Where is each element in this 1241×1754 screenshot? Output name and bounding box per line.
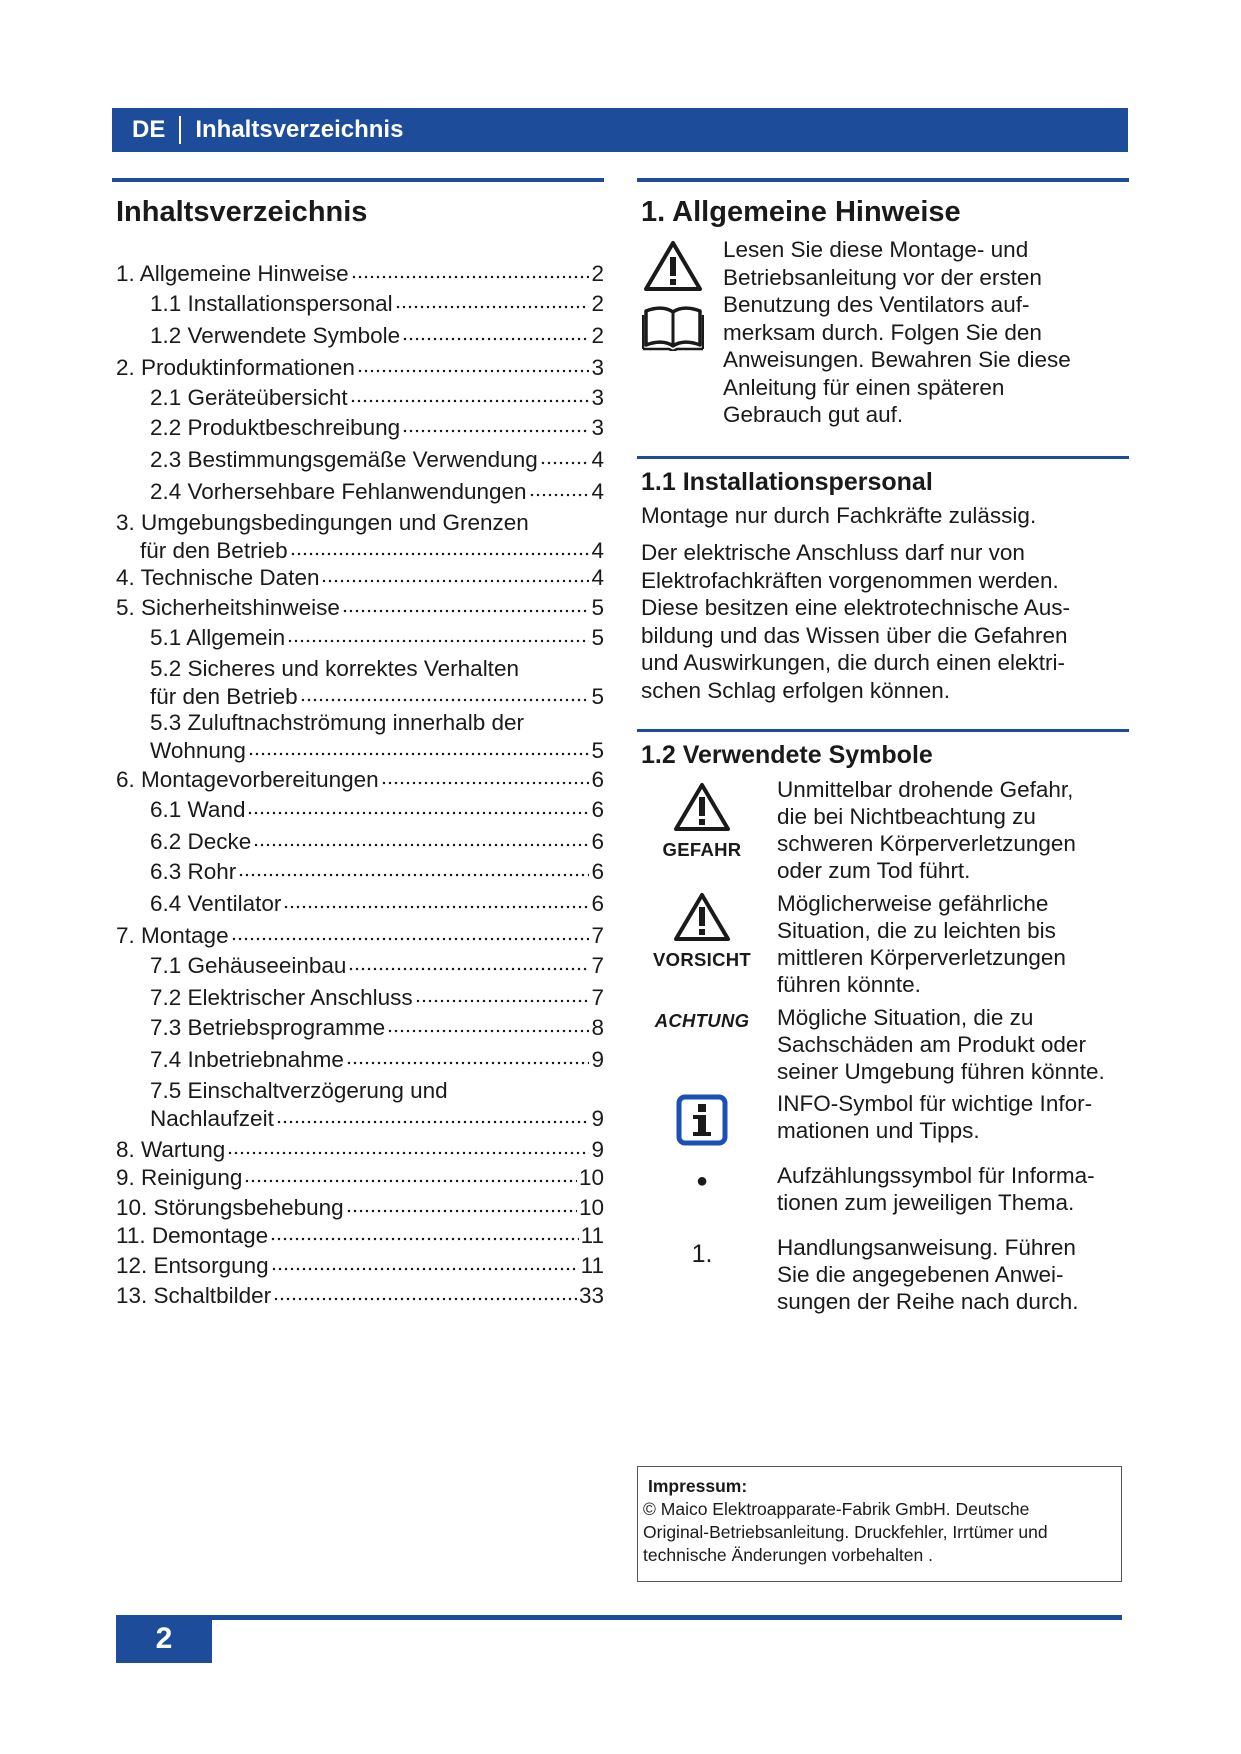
toc-entry[interactable] bbox=[112, 623, 604, 651]
toc-entry[interactable] bbox=[112, 889, 604, 917]
toc-entry-page: 6 bbox=[591, 829, 604, 854]
symbol-description-line: die bei Nichtbeachtung zu bbox=[777, 804, 1036, 829]
toc-entry-line bbox=[116, 1193, 604, 1221]
toc-entry-page: 9 bbox=[591, 1106, 604, 1131]
toc-entry[interactable] bbox=[112, 1045, 604, 1073]
section1-title: 1. Allgemeine Hinweise bbox=[641, 196, 961, 228]
toc-entry-title: Nachlaufzeit bbox=[150, 1106, 274, 1131]
book-icon bbox=[642, 303, 704, 351]
toc-dot-leader bbox=[415, 983, 590, 1005]
toc-entry[interactable] bbox=[112, 857, 604, 885]
symbol-description-line: oder zum Tod führt. bbox=[777, 858, 971, 883]
toc-dot-leader bbox=[271, 1251, 579, 1273]
symbol-description-line: seiner Umgebung führen könnte. bbox=[777, 1059, 1105, 1084]
toc-entry-page: 6 bbox=[591, 767, 604, 792]
toc-entry-title: 1. Allgemeine Hinweise bbox=[116, 261, 349, 286]
toc-entry-title: 12. Entsorgung bbox=[116, 1253, 269, 1278]
toc-dot-leader bbox=[287, 623, 589, 645]
toc-entry-line bbox=[150, 889, 604, 917]
toc-entry[interactable] bbox=[112, 765, 604, 793]
impressum-line: technische Änderungen vorbehalten . bbox=[643, 1545, 933, 1565]
toc-entry-line bbox=[150, 1045, 604, 1073]
toc-entry-line bbox=[150, 413, 604, 441]
toc-entry-line bbox=[116, 1251, 604, 1279]
impressum-text bbox=[643, 1498, 1111, 1567]
bullet-symbol: ● bbox=[695, 1170, 709, 1192]
toc-entry-title: 1.1 Installationspersonal bbox=[150, 291, 393, 316]
toc-entry-page: 5 bbox=[591, 684, 604, 709]
toc-entry-page: 10 bbox=[578, 1195, 604, 1220]
toc-entry-title: 9. Reinigung bbox=[116, 1165, 243, 1190]
paragraph-line: bildung und das Wissen über die Gefahren bbox=[641, 622, 1068, 648]
toc-entry-page: 3 bbox=[591, 385, 604, 410]
toc-entry-line bbox=[116, 259, 604, 287]
toc-entry[interactable] bbox=[112, 413, 604, 441]
symbol-description-line: Möglicherweise gefährliche bbox=[777, 891, 1049, 916]
toc-entry[interactable] bbox=[112, 1013, 604, 1041]
symbol-description-line: Unmittelbar drohende Gefahr, bbox=[777, 777, 1074, 802]
symbol-description-line: INFO-Symbol für wichtige Infor- bbox=[777, 1091, 1093, 1116]
toc-dot-leader bbox=[357, 353, 590, 375]
toc-dot-leader bbox=[348, 951, 589, 973]
toc-entry[interactable] bbox=[112, 795, 604, 823]
toc-entry[interactable] bbox=[112, 321, 604, 349]
toc-dot-leader bbox=[350, 383, 590, 405]
toc-entry-line bbox=[150, 682, 604, 710]
intro-line: merksam durch. Folgen Sie den bbox=[723, 319, 1042, 345]
toc-dot-leader bbox=[346, 1045, 590, 1067]
language-code: DE bbox=[132, 116, 166, 143]
symbol-label-vorsicht: VORSICHT bbox=[653, 949, 751, 970]
toc-entry-line bbox=[150, 736, 604, 764]
toc-entry[interactable] bbox=[112, 509, 604, 564]
toc-entry-page: 5 bbox=[591, 625, 604, 650]
toc-entry-title: 5. Sicherheitshinweise bbox=[116, 595, 340, 620]
toc-entry-page: 4 bbox=[591, 447, 604, 472]
paragraph-line: Diese besitzen eine elektrotechnische Aus- bbox=[641, 595, 1070, 620]
toc-entry[interactable] bbox=[112, 709, 604, 764]
toc-entry-title: 2.4 Vorhersehbare Fehlanwendungen bbox=[150, 479, 527, 504]
toc-entry-page: 4 bbox=[591, 538, 604, 563]
toc-dot-leader bbox=[273, 1281, 577, 1303]
toc-entry-page: 9 bbox=[591, 1137, 604, 1162]
toc-entry-line bbox=[150, 289, 604, 317]
toc-dot-leader bbox=[244, 1163, 577, 1185]
toc-entry-title: 2.1 Geräteübersicht bbox=[150, 385, 348, 410]
toc-entry[interactable] bbox=[112, 1135, 604, 1163]
toc-entry-title: 6.4 Ventilator bbox=[150, 891, 282, 916]
toc-entry-line bbox=[116, 593, 604, 621]
toc-dot-leader bbox=[351, 259, 590, 281]
toc-entry-line bbox=[150, 445, 604, 473]
toc-dot-leader bbox=[529, 477, 590, 499]
paragraph-line: schen Schlag erfolgen können. bbox=[641, 677, 950, 703]
toc-entry[interactable] bbox=[112, 1193, 604, 1221]
toc-entry-line bbox=[150, 857, 604, 885]
impressum-box bbox=[637, 1466, 1122, 1582]
toc-entry-page: 7 bbox=[591, 923, 604, 948]
intro-line: Anweisungen. Bewahren Sie diese bbox=[723, 347, 1071, 372]
toc-entry-line bbox=[150, 1013, 604, 1041]
step-number-symbol: 1. bbox=[691, 1240, 713, 1268]
symbol-description-line: sungen der Reihe nach durch. bbox=[777, 1289, 1079, 1314]
toc-entry[interactable] bbox=[112, 1077, 604, 1132]
symbol-label-gefahr: GEFAHR bbox=[662, 839, 742, 860]
toc-entry[interactable] bbox=[112, 655, 604, 710]
impressum-title: Impressum: bbox=[648, 1476, 748, 1496]
toc-entry-line bbox=[150, 983, 604, 1011]
section1-intro bbox=[723, 236, 1129, 429]
toc-entry-page: 3 bbox=[591, 355, 604, 380]
toc-entry-page: 8 bbox=[591, 1015, 604, 1040]
symbol-description-line: schweren Körperverletzungen bbox=[777, 831, 1076, 856]
toc-entry-line bbox=[116, 1163, 604, 1191]
toc-entry-line bbox=[116, 1221, 604, 1249]
toc-dot-leader bbox=[402, 413, 589, 435]
toc-entry-line bbox=[150, 321, 604, 349]
toc-entry-page: 5 bbox=[591, 738, 604, 763]
toc-entry-line bbox=[116, 353, 604, 381]
toc-dot-leader bbox=[248, 736, 590, 758]
toc-dot-leader bbox=[402, 321, 589, 343]
toc-entry-title: 1.2 Verwendete Symbole bbox=[150, 323, 401, 348]
toc-entry-title: 6. Montagevorbereitungen bbox=[116, 767, 379, 792]
toc-entry-page: 33 bbox=[578, 1283, 604, 1308]
toc-entry-page: 4 bbox=[591, 565, 604, 590]
intro-line: Benutzung des Ventilators auf- bbox=[723, 292, 1030, 317]
toc-entry[interactable] bbox=[112, 827, 604, 855]
symbol-description-line: Sachschäden am Produkt oder bbox=[777, 1032, 1086, 1057]
symbol-description-line: Sie die angegebenen Anwei- bbox=[777, 1262, 1064, 1287]
toc-entry-page: 6 bbox=[591, 891, 604, 916]
symbol-description-line: Mögliche Situation, die zu bbox=[777, 1005, 1034, 1030]
toc-entry-page: 5 bbox=[591, 595, 604, 620]
toc-entry-title: 13. Schaltbilder bbox=[116, 1283, 272, 1308]
toc-dot-leader bbox=[276, 1104, 590, 1126]
symbol-description-line: tionen zum jeweiligen Thema. bbox=[777, 1190, 1075, 1215]
toc-entry-page: 11 bbox=[580, 1253, 604, 1278]
toc-entry-page: 10 bbox=[578, 1165, 604, 1190]
toc-dot-leader bbox=[346, 1193, 577, 1215]
symbol-text-achtung bbox=[777, 1004, 1129, 1085]
toc-entry-page: 7 bbox=[591, 953, 604, 978]
section1-1-para2 bbox=[641, 539, 1129, 704]
paragraph-line: Der elektrische Anschluss darf nur von bbox=[641, 540, 1025, 565]
toc-entry[interactable] bbox=[112, 1163, 604, 1191]
toc-entry[interactable] bbox=[112, 353, 604, 381]
symbol-description-line: Handlungsanweisung. Führen bbox=[777, 1235, 1076, 1260]
toc-entry[interactable] bbox=[112, 1251, 604, 1279]
toc-dot-leader bbox=[231, 921, 590, 943]
toc-entry-line bbox=[150, 477, 604, 505]
toc-entry[interactable] bbox=[112, 1281, 604, 1309]
toc-entry-line bbox=[150, 1104, 604, 1132]
toc-entry-title: 10. Störungsbehebung bbox=[116, 1195, 344, 1220]
section1-1-para1: Montage nur durch Fachkräfte zulässig. bbox=[641, 503, 1037, 528]
toc-entry-title: 7.1 Gehäuseeinbau bbox=[150, 953, 347, 978]
intro-line: Lesen Sie diese Montage- und bbox=[723, 237, 1029, 262]
warning-icon bbox=[643, 240, 703, 292]
toc-dot-leader bbox=[270, 1221, 578, 1243]
toc-dot-leader bbox=[342, 593, 590, 615]
toc-entry-title: 7.3 Betriebsprogramme bbox=[150, 1015, 386, 1040]
toc-entry[interactable] bbox=[112, 563, 604, 591]
info-icon bbox=[676, 1094, 728, 1146]
toc-entry[interactable] bbox=[112, 1221, 604, 1249]
toc-entry[interactable] bbox=[112, 289, 604, 317]
toc-list bbox=[112, 229, 604, 1309]
toc-dot-leader bbox=[247, 795, 589, 817]
symbol-description-line: führen könnte. bbox=[777, 972, 921, 997]
toc-dot-leader bbox=[395, 289, 590, 311]
paragraph-line: Elektrofachkräften vorgenommen werden. bbox=[641, 567, 1059, 593]
paragraph-line: und Auswirkungen, die durch einen elektri- bbox=[641, 650, 1066, 675]
symbol-text-bullet bbox=[777, 1162, 1129, 1216]
toc-dot-leader bbox=[540, 445, 590, 467]
toc-entry[interactable] bbox=[112, 445, 604, 473]
toc-entry-title: 6.3 Rohr bbox=[150, 859, 237, 884]
toc-entry-line bbox=[150, 827, 604, 855]
toc-entry[interactable] bbox=[112, 259, 604, 287]
symbol-text-gefahr bbox=[777, 776, 1129, 884]
toc-entry-line bbox=[116, 563, 604, 591]
toc-entry[interactable] bbox=[112, 921, 604, 949]
toc-entry-title: 7. Montage bbox=[116, 923, 229, 948]
intro-line: Gebrauch gut auf. bbox=[723, 402, 904, 427]
toc-entry[interactable] bbox=[112, 383, 604, 411]
toc-entry[interactable] bbox=[112, 951, 604, 979]
toc-entry-title: 6.1 Wand bbox=[150, 797, 246, 822]
section1-1-title: 1.1 Installationspersonal bbox=[641, 468, 933, 496]
symbol-description-line: mationen und Tipps. bbox=[777, 1118, 980, 1143]
symbol-label-achtung: ACHTUNG bbox=[654, 1010, 750, 1031]
intro-line: Anleitung für einen späteren bbox=[723, 374, 1005, 400]
toc-entry-title: 8. Wartung bbox=[116, 1137, 226, 1162]
toc-entry-line bbox=[116, 1281, 604, 1309]
toc-dot-leader bbox=[253, 827, 589, 849]
toc-entry-title: 7.2 Elektrischer Anschluss bbox=[150, 985, 413, 1010]
header-title: Inhaltsverzeichnis bbox=[195, 116, 404, 143]
toc-dot-leader bbox=[227, 1135, 589, 1157]
symbol-text-vorsicht bbox=[777, 890, 1129, 998]
toc-entry-title-line: 3. Umgebungsbedingungen und Grenzen bbox=[116, 510, 529, 535]
section1-2-title: 1.2 Verwendete Symbole bbox=[641, 741, 933, 769]
danger-warning-icon bbox=[673, 782, 731, 832]
toc-entry-page: 11 bbox=[580, 1223, 604, 1248]
toc-entry-title-line: 5.3 Zuluftnachströmung innerhalb der bbox=[150, 710, 524, 735]
toc-entry-line bbox=[150, 795, 604, 823]
impressum-line: © Maico Elektroapparate-Fabrik GmbH. Deutsche bbox=[643, 1499, 1030, 1519]
toc-top-rule bbox=[112, 178, 604, 182]
symbol-description-line: Aufzählungssymbol für Informa- bbox=[777, 1163, 1095, 1188]
footer-rule bbox=[116, 1615, 1122, 1620]
toc-title: Inhaltsverzeichnis bbox=[116, 196, 368, 228]
toc-entry[interactable] bbox=[112, 983, 604, 1011]
toc-entry-title: 5.1 Allgemein bbox=[150, 625, 286, 650]
section1-2-rule bbox=[637, 729, 1129, 732]
toc-entry-line bbox=[116, 921, 604, 949]
toc-entry-page: 4 bbox=[591, 479, 604, 504]
toc-entry-title-line: 7.5 Einschaltverzögerung und bbox=[150, 1078, 448, 1103]
toc-entry-line bbox=[116, 765, 604, 793]
toc-entry-line bbox=[150, 383, 604, 411]
toc-entry-page: 2 bbox=[591, 261, 604, 286]
symbol-text-step bbox=[777, 1234, 1129, 1315]
toc-dot-leader bbox=[238, 857, 589, 879]
toc-entry-title: Wohnung bbox=[150, 738, 246, 763]
toc-entry-title-line: 5.2 Sicheres und korrektes Verhalten bbox=[150, 656, 519, 681]
toc-entry-line bbox=[116, 536, 604, 564]
toc-entry-title: für den Betrieb bbox=[150, 684, 298, 709]
toc-entry[interactable] bbox=[112, 477, 604, 505]
toc-dot-leader bbox=[300, 682, 590, 704]
toc-dot-leader bbox=[381, 765, 590, 787]
toc-entry-page: 3 bbox=[591, 415, 604, 440]
toc-dot-leader bbox=[290, 536, 590, 558]
intro-line: Betriebsanleitung vor der ersten bbox=[723, 264, 1042, 290]
toc-dot-leader bbox=[321, 563, 589, 585]
toc-entry-title: 4. Technische Daten bbox=[116, 565, 320, 590]
toc-entry-page: 2 bbox=[591, 323, 604, 348]
header-separator bbox=[179, 116, 181, 144]
toc-entry[interactable] bbox=[112, 593, 604, 621]
toc-entry-page: 6 bbox=[591, 859, 604, 884]
section1-1-rule bbox=[637, 456, 1129, 459]
toc-entry-title: 7.4 Inbetriebnahme bbox=[150, 1047, 344, 1072]
toc-dot-leader bbox=[283, 889, 589, 911]
toc-entry-title: 11. Demontage bbox=[116, 1223, 269, 1248]
impressum-line: Original-Betriebsanleitung. Druckfehler, Irrtümer und bbox=[643, 1522, 1048, 1542]
toc-entry-page: 9 bbox=[591, 1047, 604, 1072]
toc-column bbox=[112, 178, 604, 1309]
toc-entry-page: 6 bbox=[591, 797, 604, 822]
page-header bbox=[112, 108, 1128, 152]
toc-entry-page: 7 bbox=[591, 985, 604, 1010]
page-number: 2 bbox=[116, 1615, 212, 1663]
toc-entry-title: 2.3 Bestimmungsgemäße Verwendung bbox=[150, 447, 538, 472]
section1-top-rule bbox=[637, 178, 1129, 182]
content-column bbox=[637, 178, 1129, 1314]
toc-dot-leader bbox=[387, 1013, 589, 1035]
symbol-text-info bbox=[777, 1090, 1129, 1144]
toc-entry-title: 2. Produktinformationen bbox=[116, 355, 355, 380]
toc-entry-title: für den Betrieb bbox=[140, 538, 288, 563]
toc-entry-line bbox=[150, 951, 604, 979]
toc-entry-line bbox=[150, 623, 604, 651]
toc-entry-title: 2.2 Produktbeschreibung bbox=[150, 415, 401, 440]
symbols-list bbox=[637, 777, 1129, 1314]
symbol-description-line: mittleren Körperverletzungen bbox=[777, 945, 1066, 970]
toc-entry-page: 2 bbox=[591, 291, 604, 316]
toc-entry-line bbox=[116, 1135, 604, 1163]
symbol-description-line: Situation, die zu leichten bis bbox=[777, 918, 1056, 943]
toc-entry-title: 6.2 Decke bbox=[150, 829, 252, 854]
caution-warning-icon bbox=[673, 892, 731, 942]
